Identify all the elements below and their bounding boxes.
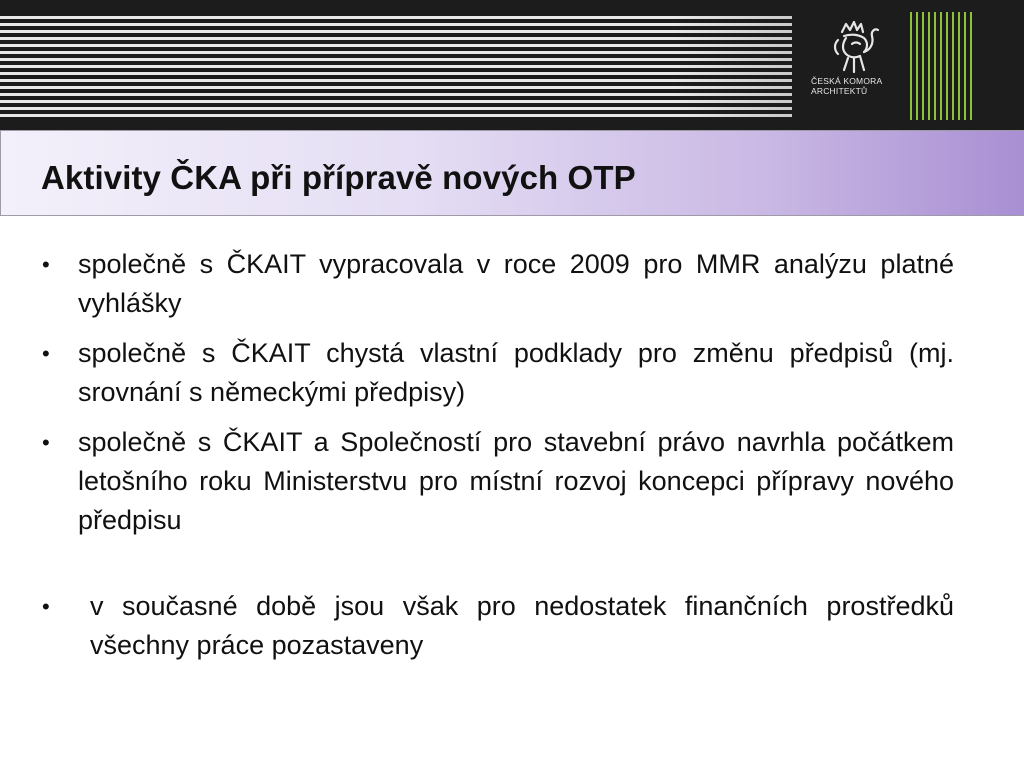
- bullet-marker: •: [42, 594, 50, 619]
- bullet-text: společně s ČKAIT a Společností pro stavební právo navrhla počátkem letošního roku Ministerstvu pro místní rozvoj koncepci přípravy nového předpisu: [78, 427, 954, 535]
- logo-text-line1: ČESKÁ KOMORA: [811, 76, 883, 86]
- bullet-marker: •: [42, 341, 50, 366]
- czech-lion-icon: [828, 18, 884, 76]
- logo-text-line2: ARCHITEKTŮ: [811, 86, 868, 96]
- header-band: [0, 0, 1024, 130]
- bullet-item: [42, 334, 954, 412]
- title-band: [0, 130, 1024, 216]
- bullet-text: v současné době jsou však pro nedostatek finančních prostředků všechny práce pozastaveny: [90, 591, 954, 660]
- bullet-item: [42, 245, 954, 323]
- bullet-list: [42, 245, 954, 676]
- cka-logo: [806, 18, 906, 118]
- bullet-text: společně s ČKAIT vypracovala v roce 2009 pro MMR analýzu platné vyhlášky: [78, 249, 954, 318]
- bullet-marker: •: [42, 430, 50, 455]
- slide-title: Aktivity ČKA při přípravě nových OTP: [41, 159, 636, 196]
- bullet-item: [42, 587, 954, 665]
- bullet-item: [42, 423, 954, 540]
- bullet-text: společně s ČKAIT chystá vlastní podklady pro změnu předpisů (mj. srovnání s německými předpisy): [78, 338, 954, 407]
- bullet-marker: •: [42, 252, 50, 277]
- decorative-green-lines: [910, 12, 976, 120]
